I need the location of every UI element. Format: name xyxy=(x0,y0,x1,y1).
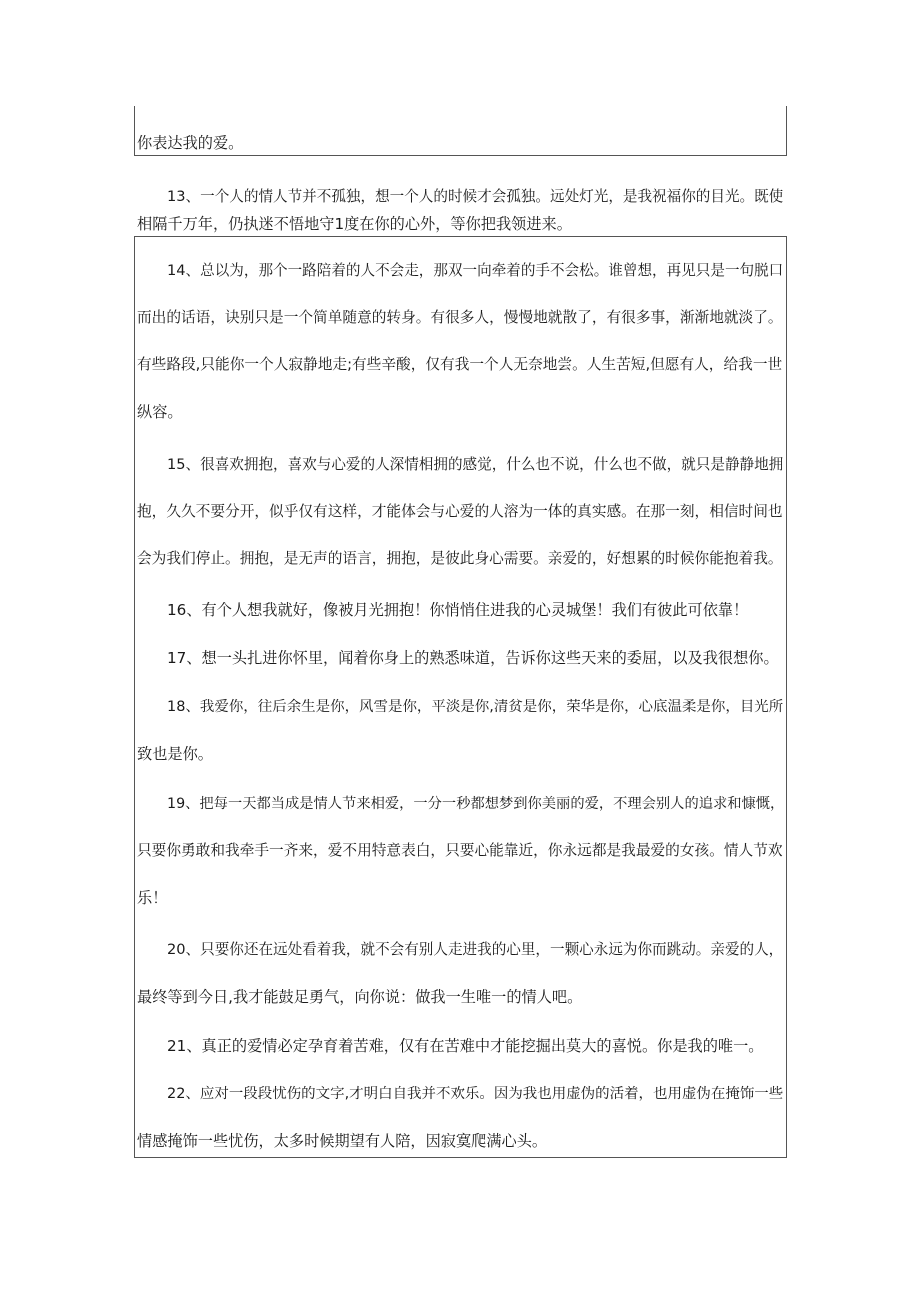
paragraph-14-line-1: 14、总以为，那个一路陪着的人不会走，那双一向牵着的手不会松。谁曾想，再见只是一句脱口 xyxy=(167,262,784,279)
paragraph-15-line-1: 15、很喜欢拥抱，喜欢与心爱的人深情相拥的感觉，什么也不说，什么也不做，就只是静静地拥 xyxy=(167,456,784,473)
paragraph-19-line-1: 19、把每一天都当成是情人节来相爱，一分一秒都想梦到你美丽的爱，不理会别人的追求和慷慨， xyxy=(167,796,785,812)
paragraph-20-line-2: 最终等到今日,我才能鼓足勇气，向你说：做我一生唯一的情人吧。 xyxy=(137,988,583,1006)
paragraph-16-line-1: 16、有个人想我就好，像被月光拥抱！你悄悄住进我的心灵城堡！我们有彼此可依靠！ xyxy=(167,601,749,619)
paragraph-21-line-1: 21、真正的爱情必定孕育着苦难，仅有在苦难中才能挖掘出莫大的喜悦。你是我的唯一。 xyxy=(167,1037,764,1055)
paragraph-17-line-1: 17、想一头扎进你怀里，闻着你身上的熟悉味道，告诉你这些天来的委屈，以及我很想你。 xyxy=(167,649,779,667)
paragraph-19-line-2: 只要你勇敢和我牵手一齐来，爱不用特意表白，只要心能靠近，你永远都是我最爱的女孩。情人节欢 xyxy=(137,842,783,859)
paragraph-22-line-1: 22、应对一段段忧伤的文字,才明白自我并不欢乐。因为我也用虚伪的活着，也用虚伪在掩饰一些 xyxy=(167,1086,784,1102)
paragraph-13-line-2: 相隔千万年，仍执迷不悟地守1度在你的心外，等你把我领进来。 xyxy=(137,215,572,233)
paragraph-20-line-1: 20、只要你还在远处看着我，就不会有别人走进我的心里，一颗心永远为你而跳动。亲爱的人， xyxy=(167,941,784,958)
paragraph-22-line-2: 情感掩饰一些忧伤，太多时候期望有人陪，因寂寞爬满心头。 xyxy=(137,1132,548,1150)
paragraph-15-line-2: 抱，久久不要分开，似乎仅有这样，才能体会与心爱的人溶为一体的真实感。在那一刻，相信时间也 xyxy=(137,503,783,520)
paragraph-18-line-2: 致也是你。 xyxy=(137,745,213,763)
paragraph-18-line-1: 18、我爱你，往后余生是你，风雪是你，平淡是你,清贫是你，荣华是你，心底温柔是你，目光所 xyxy=(167,699,784,715)
paragraph-14-line-2: 而出的话语，诀别只是一个简单随意的转身。有很多人，慢慢地就散了，有很多事，渐渐地就淡了。 xyxy=(137,309,783,326)
paragraph-14-line-4: 纵容。 xyxy=(137,403,183,421)
paragraph-19-line-3: 乐！ xyxy=(137,889,168,907)
paragraph-15-line-3: 会为我们停止。拥抱，是无声的语言，拥抱，是彼此身心需要。亲爱的，好想累的时候你能抱着我。 xyxy=(137,550,783,567)
paragraph-13-line-1: 13、一个人的情人节并不孤独，想一个人的时候才会孤独。远处灯光，是我祝福你的目光。既使 xyxy=(167,188,784,205)
top-fragment: 你表达我的爱。 xyxy=(137,134,244,152)
paragraph-14-line-3: 有些路段,只能你一个人寂静地走;有些辛酸，仅有我一个人无奈地尝。人生苦短,但愿有人，给我一世 xyxy=(137,356,783,373)
